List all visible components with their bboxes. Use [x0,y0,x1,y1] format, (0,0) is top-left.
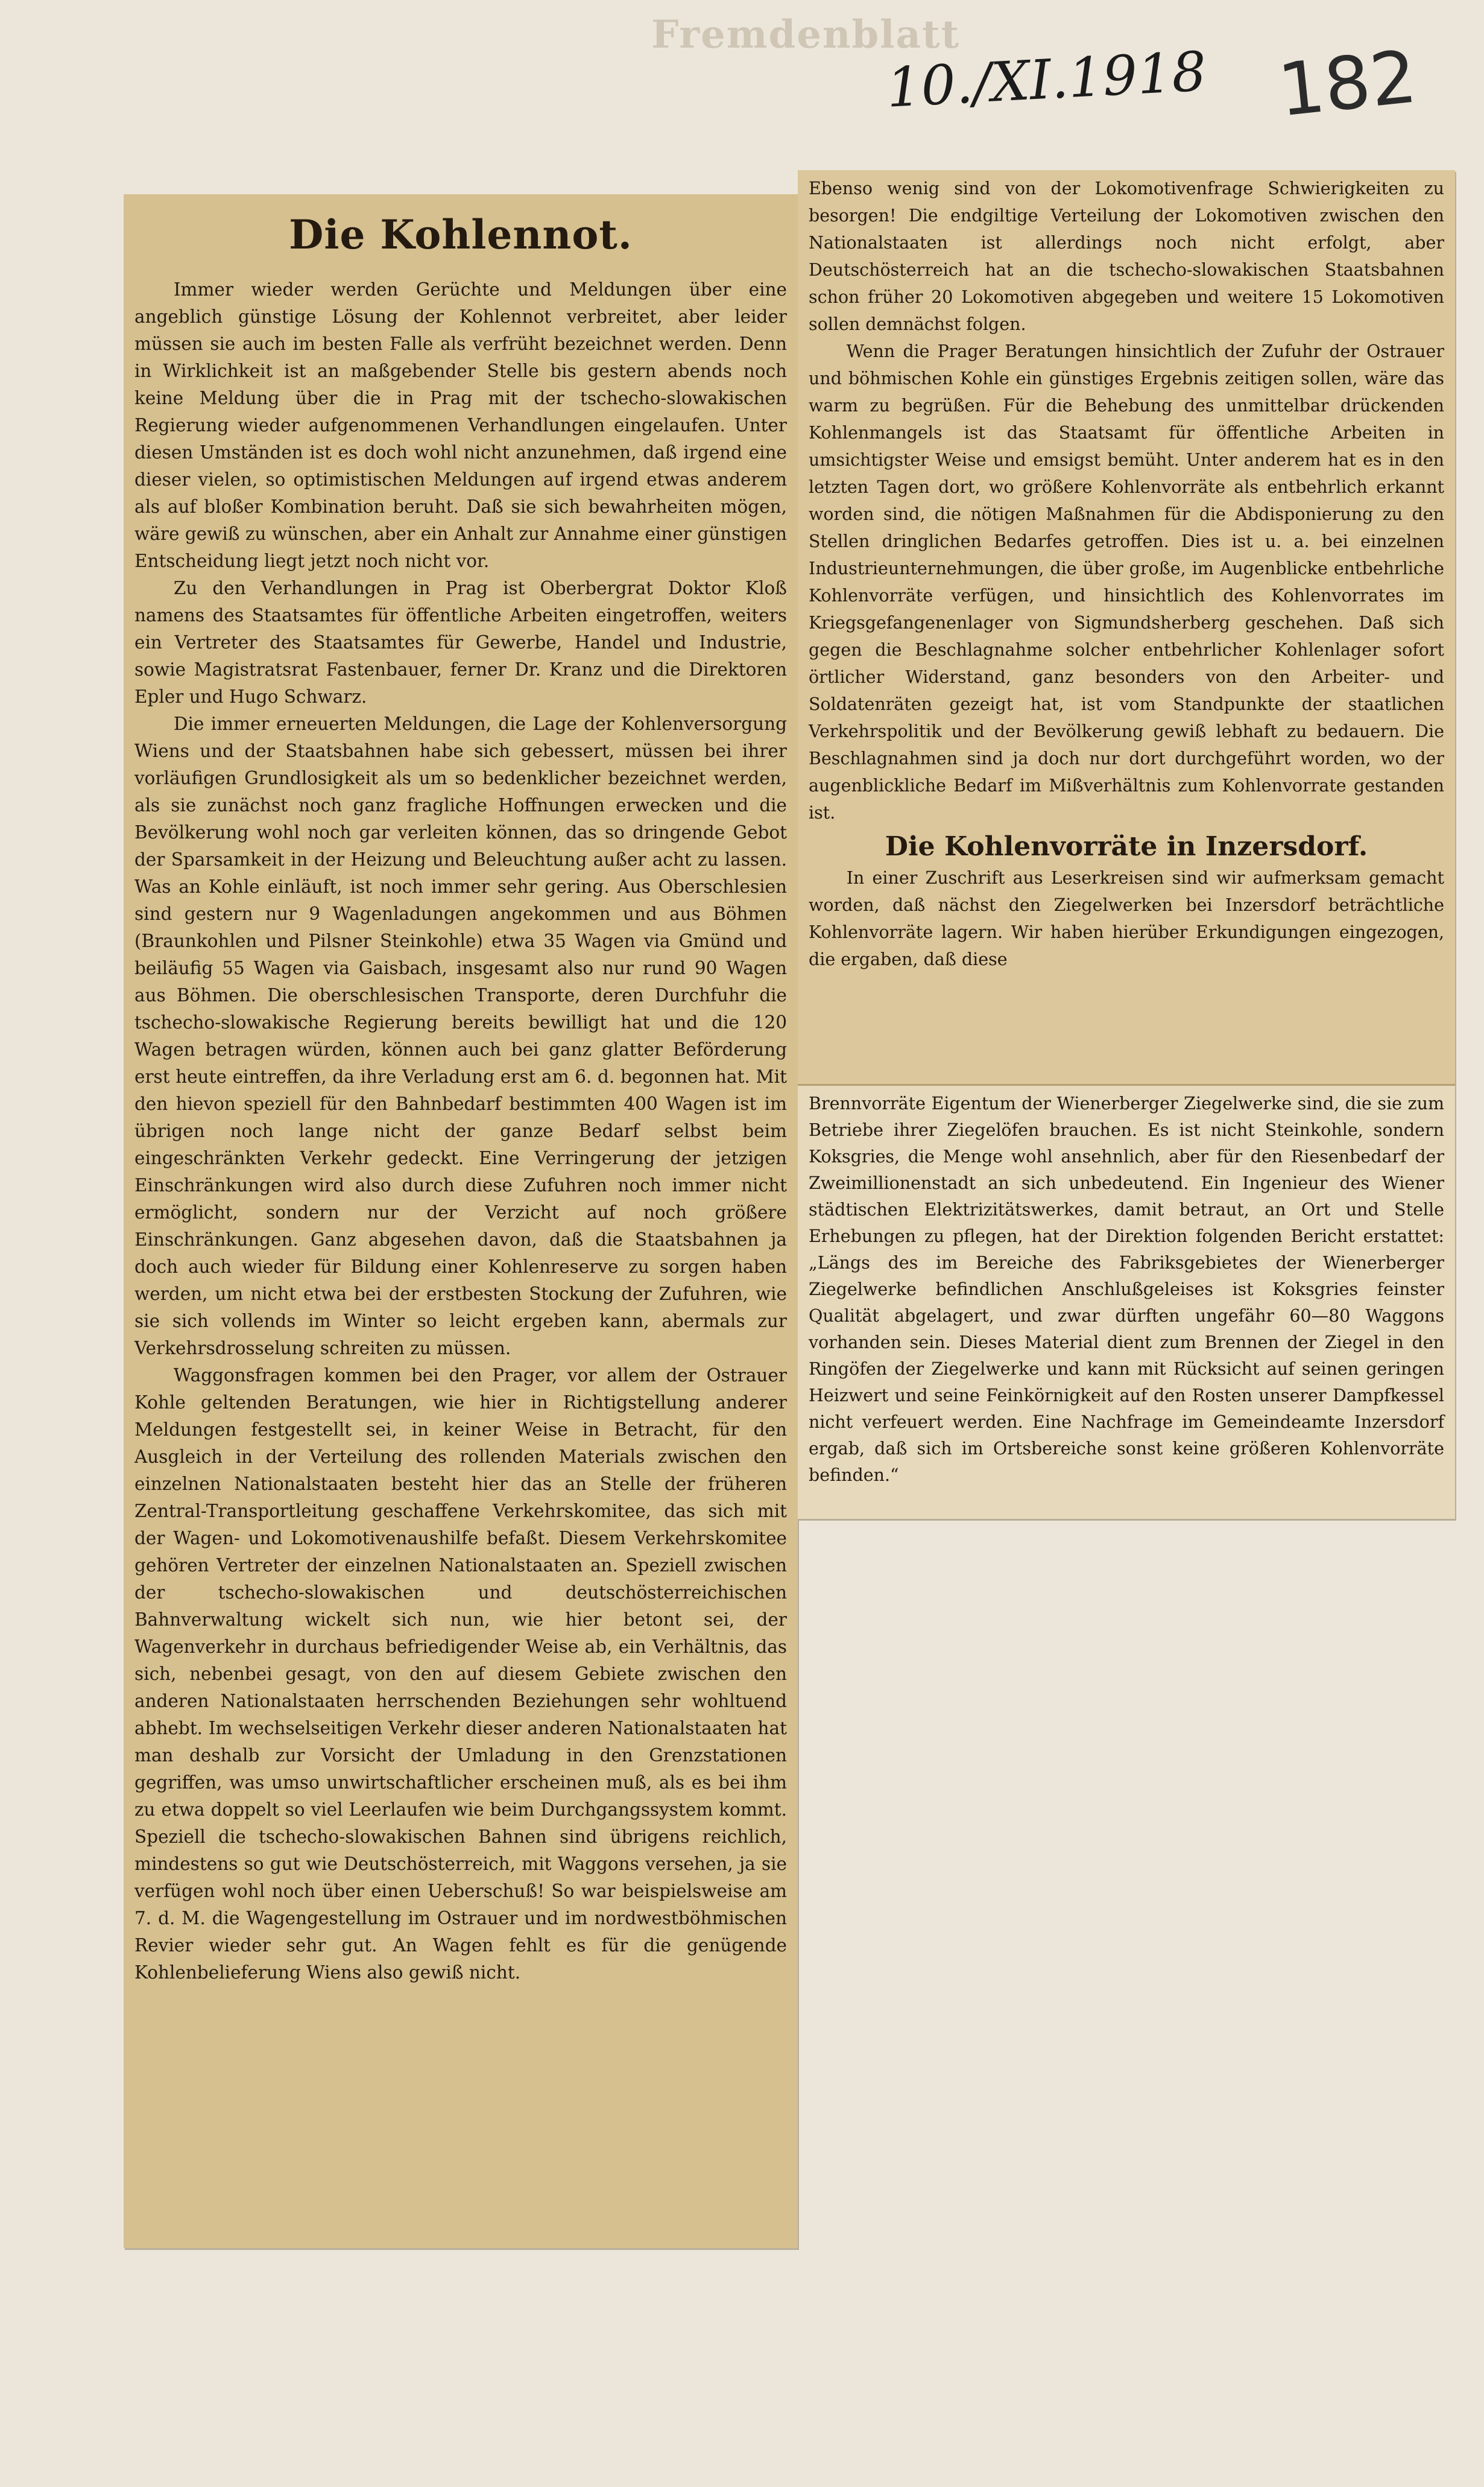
article-paragraph-1: Immer wieder werden Gerüchte und Meldungen über eine angeblich günstige Lösung der Kohlennot verbreitet, aber leider müssen sie auch im besten Falle als verfrüht bezeichnet werden. Denn in Wirklichkeit ist an maßgebender Stelle bis gestern abends noch keine Meldung über die in Prag mit der tschecho-slowakischen Regierung wieder aufgenommenen Verhandlungen eingelaufen. Unter diesen Umständen ist es doch wohl nicht anzunehmen, daß irgend eine dieser vielen, so optimistischen Meldungen auf irgend etwas anderem als auf bloßer Kombination beruht. Daß sie sich bewahrheiten mögen, wäre gewiß zu wünschen, aber ein Anhalt zur Annahme einer günstigen Entscheidung liegt jetzt noch nicht vor. [134,279,787,571]
article-paragraph-4: Waggonsfragen kommen bei den Prager, vor allem der Ostrauer Kohle geltenden Beratungen, wie hier in Richtigstellung anderer Meldungen festgestellt sei, in keiner Weise in Betracht, für den Ausgleich in der Verteilung des rollenden Materials zwischen den einzelnen Nationalstaaten besteht hier das an Stelle der früheren Zentral-Transportleitung geschaffene Verkehrskomitee, das sich mit der Wagen- und Lokomotivenaushilfe befaßt. Diesem Verkehrskomitee gehören Vertreter der einzelnen Nationalstaaten an. Speziell zwischen der tschecho-slowakischen und deutschösterreichischen Bahnverwaltung wickelt sich nun, wie hier betont sei, der Wagenverkehr in durchaus befriedigender Weise ab, ein Verhältnis, das sich, nebenbei gesagt, von den auf diesem Gebiete zwischen den anderen Nationalstaaten herrschenden Beziehungen sehr wohltuend abhebt. Im wechselseitigen Verkehr dieser anderen Nationalstaaten hat man deshalb zur Vorsicht der Umladung in den Grenzstationen gegriffen, was umso unwirtschaftlicher erscheinen muß, als es bei ihm zu etwa doppelt so viel Leerlaufen wie beim Durchgangssystem kommt. Speziell die tschecho-slowakischen Bahnen sind übrigens reichlich, mindestens so gut wie Deutschösterreich, mit Waggons versehen, ja sie verfügen wohl noch über einen Ueberschuß! So war beispielsweise am 7. d. M. die Wagengestellung im Ostrauer und im nordwestböhmischen Revier wieder sehr gut. An Wagen fehlt es für die genügende Kohlenbelieferung Wiens also gewiß nicht. [134,1365,787,1983]
clipping-right-column-top [798,170,1455,1084]
newspaper-stamp: Fremdenblatt [651,12,961,57]
article-subheadline: Die Kohlenvorräte in Inzersdorf. [885,831,1368,862]
article-paragraph-6: Wenn die Prager Beratungen hinsichtlich der Zufuhr der Ostrauer und böhmischen Kohle ein günstiges Ergebnis zeitigen sollen, wäre das warm zu begrüßen. Für die Behebung des unmittelbar drückenden Kohlenmangels ist das Staatsamt für öffentliche Arbeiten in umsichtigster Weise und emsigst bemüht. Unter anderem hat es in den letzten Tagen dort, wo größere Kohlenvorräte als entbehrlich erkannt worden sind, die nötigen Maßnahmen für die Abdisponierung zu den Stellen dringlichen Bedarfes getroffen. Dies ist u. a. bei einzelnen Industrieunternehmungen, die über große, im Augenblicke entbehrliche Kohlenvorräte verfügen, und hinsichtlich des Kohlenvorrates im Kriegsgefangenenlager von Sigmundsherberg geschehen. Daß sich gegen die Beschlagnahme solcher entbehrlicher Kohlenlager sofort örtlicher Widerstand, ganz besonders von den Arbeiter- und Soldatenräten gezeigt hat, ist vom Standpunkte der staatlichen Verkehrspolitik und der Bevölkerung gewiß lebhaft zu bedauern. Die Beschlagnahmen sind ja doch nur dort durchgeführt worden, wo der augenblickliche Bedarf im Mißverhältnis zum Kohlenvorrate gestanden ist. [809,341,1444,823]
article-paragraph-2: Zu den Verhandlungen in Prag ist Oberbergrat Doktor Kloß namens des Staatsamtes für öffentliche Arbeiten eingetroffen, weiters ein Vertreter des Staatsamtes für Gewerbe, Handel und Industrie, sowie Magistratsrat Fastenbauer, ferner Dr. Kranz und die Direktoren Epler und Hugo Schwarz. [134,578,787,707]
handwritten-date: 10./XI.1918 [885,40,1208,120]
folio-number: 182 [1274,35,1421,133]
article-headline: Die Kohlennot. [289,211,633,258]
sub-paragraph-2: Brennvorräte Eigentum der Wienerberger Ziegelwerke sind, die sie zum Betriebe ihrer Ziegelöfen brauchen. Es ist nicht Steinkohle, sondern Koksgries, die Menge wohl ansehnlich, aber für den Riesenbedarf der Zweimillionenstadt an sich unbedeutend. Ein Ingenieur des Wiener städtischen Elektrizitätswerkes, damit betraut, an Ort und Stelle Erhebungen zu pflegen, hat der Direktion folgenden Bericht erstattet: „Längs des im Bereiche des Fabriksgebietes der Wienerberger Ziegelwerke befindlichen Anschlußgeleises ist Koksgries feinster Qualität abgelagert, und zwar dürften ungefähr 60—80 Waggons vorhanden sein. Dieses Material dient zum Brennen der Ziegel in den Ringöfen der Ziegelwerke und kann mit Rücksicht auf seinen geringen Heizwert und seine Feinkörnigkeit auf den Rosten unserer Dampfkessel nicht verfeuert werden. Eine Nachfrage im Gemeindeamte Inzersdorf ergab, daß sich im Ortsbereiche sonst keine größeren Kohlenvorräte befinden.“ [809,1094,1444,1485]
article-paragraph-3: Die immer erneuerten Meldungen, die Lage der Kohlenversorgung Wiens und der Staatsbahnen habe sich gebessert, müssen bei ihrer vorläufigen Grundlosigkeit als um so bedenklicher bezeichnet werden, als sie zunächst noch ganz fragliche Hoffnungen erwecken und die Bevölkerung wohl noch gar verleiten können, das so dringende Gebot der Sparsamkeit in der Heizung und Beleuchtung außer acht zu lassen. Was an Kohle einläuft, ist noch immer sehr gering. Aus Oberschlesien sind gestern nur 9 Wagenladungen angekommen und aus Böhmen (Braunkohlen und Pilsner Steinkohle) etwa 35 Wagen via Gmünd und beiläufig 55 Wagen via Gaisbach, insgesamt also nur rund 90 Wagen aus Böhmen. Die oberschlesischen Transporte, deren Durchfuhr die tschecho-slowakische Regierung bereits bewilligt hat und die 120 Wagen betragen würden, können auch bei ganz glatter Beförderung erst heute eintreffen, da ihre Verladung erst am 6. d. begonnen hat. Mit den hievon speziell für den Bahnbedarf bestimmten 400 Wagen ist im übrigen noch lange nicht der ganze Bedarf selbst beim eingeschränkten Verkehr gedeckt. Eine Verringerung der jetzigen Einschränkungen wird also durch diese Zufuhren noch immer nicht ermöglicht, sondern nur der Verzicht auf noch größere Einschränkungen. Ganz abgesehen davon, daß die Staatsbahnen ja doch auch wieder für Bildung einer Kohlenreserve zu sorgen haben werden, um nicht etwa bei der erstbesten Stockung der Zufuhren, wie sie sich vollends im Winter so leicht ergeben kann, abermals zur Verkehrsdrosselung schreiten zu müssen. [134,714,787,1358]
clipping-right-column-bottom [798,1084,1455,1519]
sub-paragraph-1: In einer Zuschrift aus Leserkreisen sind wir aufmerksam gemacht worden, daß nächst den Ziegelwerken bei Inzersdorf beträchtliche Kohlenvorräte lagern. Wir haben hierüber Erkundigungen eingezogen, die ergaben, daß diese [809,868,1444,969]
article-paragraph-5: Ebenso wenig sind von der Lokomotivenfrage Schwierigkeiten zu besorgen! Die endgiltige Verteilung der Lokomotiven zwischen den Nationalstaaten ist allerdings noch nicht erfolgt, aber Deutschösterreich hat an die tschecho-slowakischen Staatsbahnen schon früher 20 Lokomotiven abgegeben und weitere 15 Lokomotiven sollen demnächst folgen. [809,179,1444,334]
clipping-left-column [124,194,798,2248]
